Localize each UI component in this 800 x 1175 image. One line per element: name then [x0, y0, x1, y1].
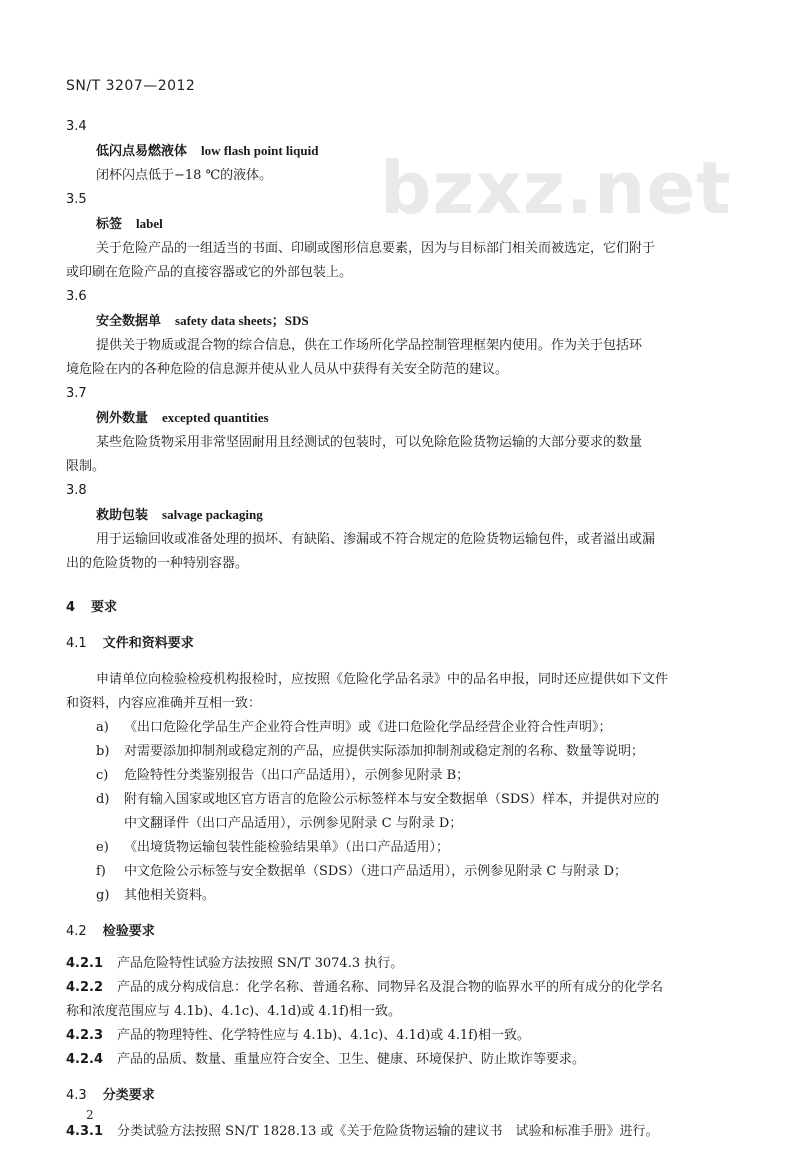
- list-text: 危险特性分类鉴别报告（出口产品适用），示例参见附录 B；: [124, 768, 470, 783]
- list-item: [66, 788, 746, 812]
- subsection-number: 4.3: [66, 1088, 87, 1103]
- clause-number: 3.4: [66, 119, 87, 134]
- subsection-number: 4.2: [66, 924, 87, 939]
- definition-text: 用于运输回收或准备处理的损坏、有缺陷、渗漏或不符合规定的危险货物运输包件，或者溢出或漏: [96, 532, 656, 547]
- clause: [66, 1048, 746, 1072]
- clause-text: 称和浓度范围应与 4.1b)、4.1c)、4.1d)或 4.1f)相一致。: [66, 1004, 401, 1019]
- clause-number: 4.2.1: [66, 956, 104, 971]
- clause-number: 3.7: [66, 386, 87, 401]
- term-en: low flash point liquid: [201, 143, 319, 158]
- definition-text: 出的危险货物的一种特别容器。: [66, 556, 249, 571]
- clause-text: 产品危险特性试验方法按照 SN/T 3074.3 执行。: [117, 956, 404, 971]
- definition-text: 闭杯闪点低于−18 ℃的液体。: [96, 168, 273, 183]
- term-en: excepted quantities: [162, 410, 269, 425]
- clause-text: 产品的品质、数量、重量应符合安全、卫生、健康、环境保护、防止欺诈等要求。: [117, 1052, 586, 1067]
- clause-number: 4.2.4: [66, 1052, 104, 1067]
- term-zh: 标签: [96, 217, 123, 232]
- list-label: a): [96, 720, 109, 735]
- clause-text: 分类试验方法按照 SN/T 1828.13 或《关于危险货物运输的建议书 试验和标准手册》进行。: [117, 1124, 659, 1139]
- list-label: c): [96, 768, 109, 783]
- clause-number: 3.6: [66, 289, 87, 304]
- subsection-title: 检验要求: [102, 924, 155, 939]
- list-text: 其他相关资料。: [124, 888, 216, 903]
- list-text: 《出口危险化学品生产企业符合性声明》或《进口危险化学品经营企业符合性声明》；: [124, 720, 612, 735]
- list-item: [66, 836, 746, 860]
- term-en: safety data sheets；SDS: [175, 313, 309, 328]
- list-text: 中文翻译件（出口产品适用），示例参见附录 C 与附录 D；: [124, 816, 463, 831]
- list-label: f): [96, 864, 106, 879]
- term-zh: 救助包装: [96, 508, 149, 523]
- list-text: 《出境货物运输包装性能检验结果单》（出口产品适用）；: [124, 840, 450, 855]
- subsection-title: 分类要求: [102, 1088, 155, 1103]
- list-item: [66, 884, 746, 908]
- term-heading: [66, 309, 746, 334]
- list-label: b): [96, 744, 110, 759]
- list-item: [66, 860, 746, 884]
- page-number: 2: [86, 1108, 94, 1122]
- list-item: [66, 764, 746, 788]
- paragraph-text: 申请单位向检验检疫机构报检时，应按照《危险化学品名录》中的品名申报，同时还应提供如下文件: [96, 672, 669, 687]
- clause-number: 3.5: [66, 192, 87, 207]
- term-heading: [66, 139, 746, 164]
- clause: [66, 952, 746, 976]
- paragraph-text: 和资料，内容应准确并互相一致：: [66, 696, 262, 711]
- list-label: d): [96, 792, 110, 807]
- definition-text: 关于危险产品的一组适当的书面、印刷或图形信息要素，因为与目标部门相关而被选定，它们附于: [96, 241, 656, 256]
- subsection-heading: [66, 920, 746, 944]
- clause: [66, 1024, 746, 1048]
- document-body: [66, 115, 746, 1144]
- subsection-heading: [66, 632, 746, 656]
- standard-number-header: SN/T 3207—2012: [66, 78, 196, 94]
- clause: [66, 1120, 746, 1144]
- list-label: g): [96, 888, 110, 903]
- clause-number: 4.2.2: [66, 980, 104, 995]
- list-label: e): [96, 840, 109, 855]
- term-zh: 低闪点易燃液体: [96, 144, 188, 159]
- term-heading: [66, 212, 746, 237]
- list-text: 附有输入国家或地区官方语言的危险公示标签样本与安全数据单（SDS）样本，并提供对应的: [124, 792, 660, 807]
- clause-number: 3.8: [66, 483, 87, 498]
- definition-text: 境危险在内的各种危险的信息源并使从业人员从中获得有关安全防范的建议。: [66, 362, 509, 377]
- clause-text: 产品的物理特性、化学特性应与 4.1b)、4.1c)、4.1d)或 4.1f)相一致。: [117, 1028, 531, 1043]
- definition-text: 提供关于物质或混合物的综合信息，供在工作场所化学品控制管理框架内使用。作为关于包括环: [96, 338, 643, 353]
- definition-text: 或印刷在危险产品的直接容器或它的外部包装上。: [66, 265, 353, 280]
- clause-number: 4.2.3: [66, 1028, 104, 1043]
- section-heading: [66, 596, 746, 620]
- list-text: 对需要添加抑制剂或稳定剂的产品，应提供实际添加抑制剂或稳定剂的名称、数量等说明；: [124, 744, 645, 759]
- list-text: 中文危险公示标签与安全数据单（SDS）（进口产品适用），示例参见附录 C 与附录 D；: [124, 864, 628, 879]
- clause-text: 产品的成分构成信息：化学名称、普通名称、同物异名及混合物的临界水平的所有成分的化学名: [117, 980, 664, 995]
- term-en: salvage packaging: [162, 507, 263, 522]
- term-zh: 安全数据单: [96, 314, 162, 329]
- definition-text: 限制。: [66, 459, 106, 474]
- subsection-number: 4.1: [66, 636, 87, 651]
- clause: [66, 976, 746, 1000]
- list-item: [66, 716, 746, 740]
- term-heading: [66, 503, 746, 528]
- definition-text: 某些危险货物采用非常坚固耐用且经测试的包装时，可以免除危险货物运输的大部分要求的数量: [96, 435, 643, 450]
- term-zh: 例外数量: [96, 411, 149, 426]
- list-item: [66, 740, 746, 764]
- section-number: 4: [66, 600, 76, 615]
- section-title: 要求: [91, 600, 118, 615]
- term-heading: [66, 406, 746, 431]
- watermark: bzxz.net: [380, 146, 732, 230]
- subsection-heading: [66, 1084, 746, 1108]
- clause-number: 4.3.1: [66, 1124, 104, 1139]
- subsection-title: 文件和资料要求: [102, 636, 194, 651]
- term-en: label: [136, 216, 163, 231]
